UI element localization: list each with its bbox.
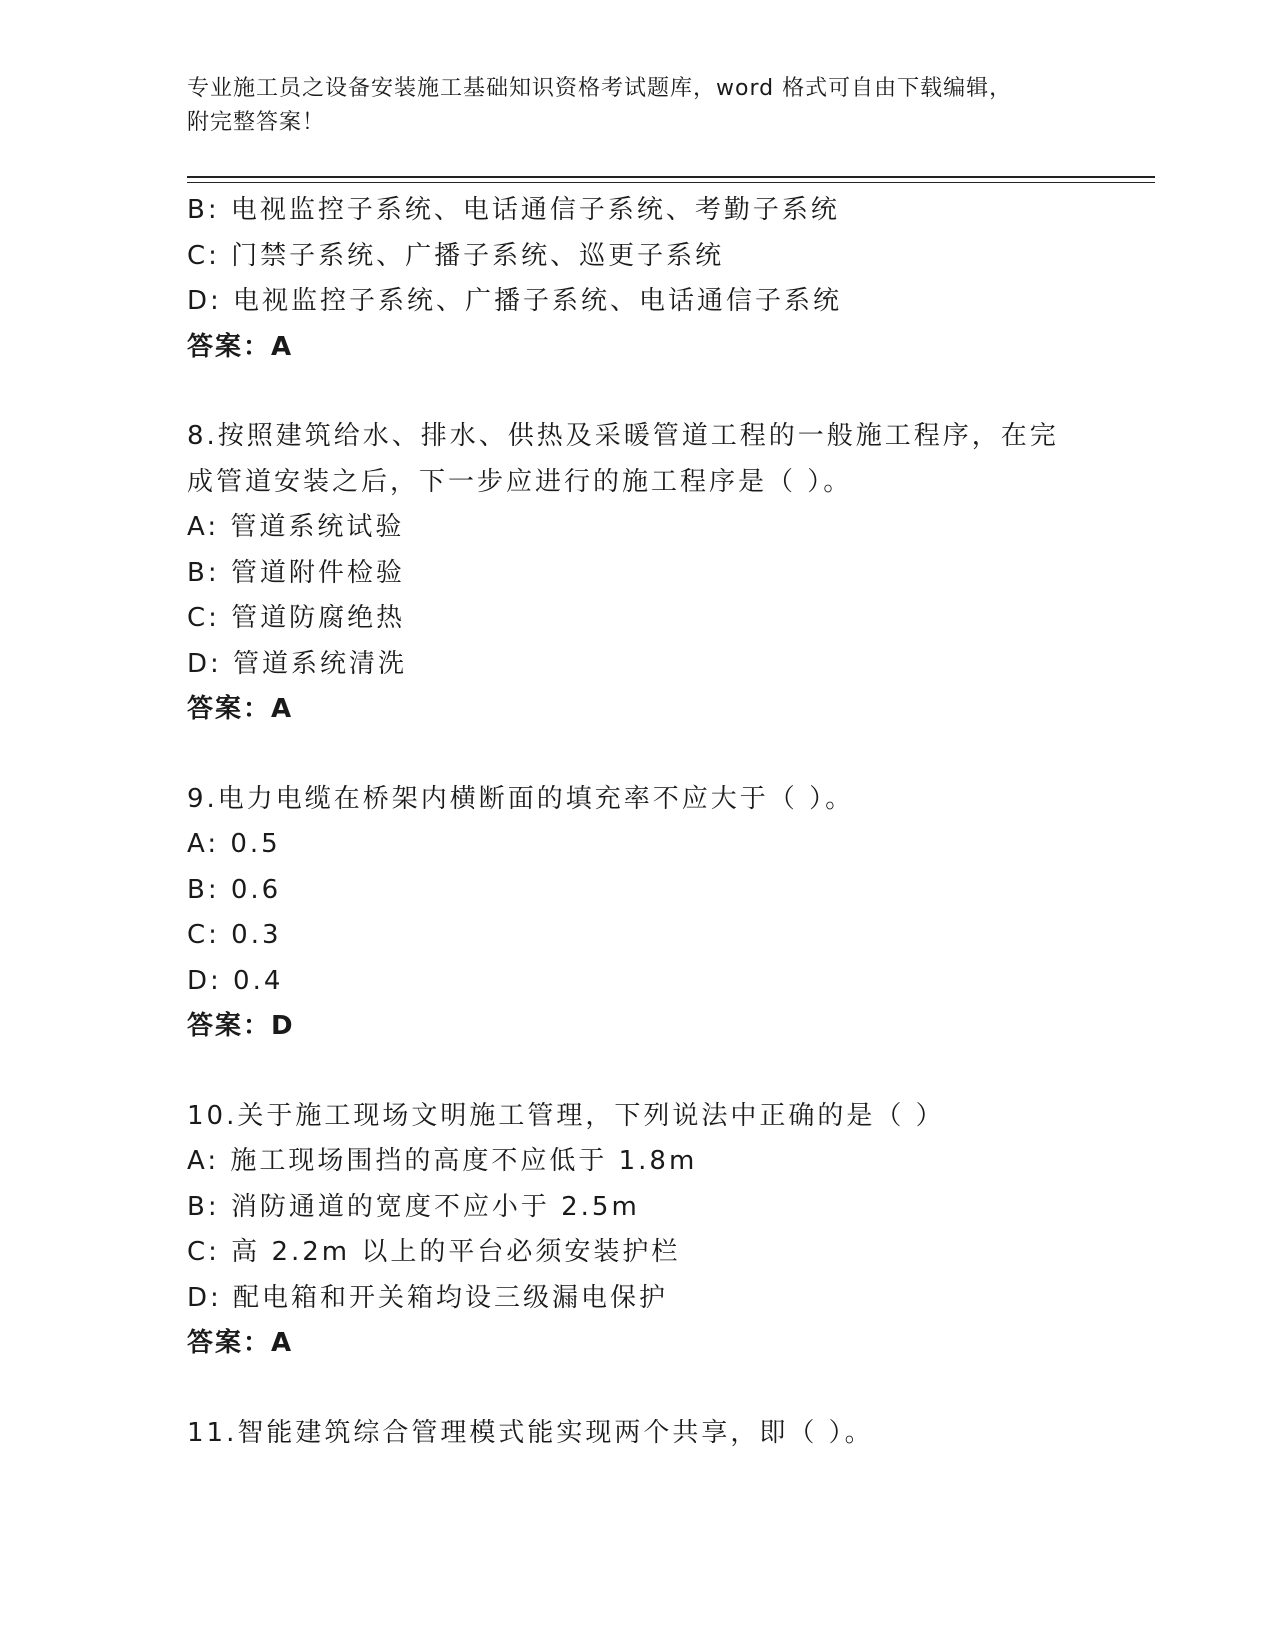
answer-text: 答案：A	[187, 694, 294, 724]
question-stem: 10.关于施工现场文明施工管理，下列说法中正确的是（ ）	[187, 1100, 945, 1131]
answer	[187, 1321, 1087, 1367]
question-content	[187, 188, 1087, 1456]
option-b: B: 电视监控子系统、电话通信子系统、考勤子系统	[187, 195, 840, 225]
option-d: D: 配电箱和开关箱均设三级漏电保护	[187, 1282, 669, 1313]
answer	[187, 1004, 1087, 1050]
option-d: D: 电视监控子系统、广播子系统、电话通信子系统	[187, 286, 843, 316]
answer-text: 答案：D	[187, 1011, 295, 1041]
answer-text: 答案：A	[187, 1328, 294, 1358]
option-d: D: 0.4	[187, 965, 284, 996]
option-b: B: 消防通道的宽度不应小于 2.5m	[187, 1191, 640, 1222]
question-stem-line-2: 成管道安装之后，下一步应进行的施工程序是（ ）。	[187, 466, 853, 497]
header-line-2: 附完整答案！	[187, 110, 326, 135]
spacer	[187, 1050, 1087, 1094]
document-header	[187, 72, 1067, 140]
answer	[187, 687, 1087, 733]
question-stem-line-1: 8.按照建筑给水、排水、供热及采暖管道工程的一般施工程序，在完	[187, 421, 1059, 451]
question-stem: 11.智能建筑综合管理模式能实现两个共享，即（ ）。	[187, 1417, 874, 1448]
header-line-1: 专业施工员之设备安装施工基础知识资格考试题库，word 格式可自由下载编辑，	[187, 76, 1013, 101]
question-8	[187, 414, 1087, 733]
question-9	[187, 777, 1087, 1050]
option-d: D: 管道系统清洗	[187, 648, 408, 679]
option-c: C: 高 2.2m 以上的平台必须安装护栏	[187, 1237, 681, 1267]
answer	[187, 325, 1087, 371]
spacer	[187, 370, 1087, 414]
option-a: A: 0.5	[187, 829, 281, 859]
question-7	[187, 188, 1087, 370]
option-c: C: 门禁子系统、广播子系统、巡更子系统	[187, 240, 725, 271]
answer-text: 答案：A	[187, 331, 294, 362]
header-divider-thick	[187, 176, 1155, 178]
option-b: B: 管道附件检验	[187, 557, 405, 588]
spacer	[187, 1367, 1087, 1411]
question-stem: 9.电力电缆在桥架内横断面的填充率不应大于（ ）。	[187, 783, 855, 814]
option-c: C: 管道防腐绝热	[187, 603, 406, 633]
spacer	[187, 733, 1087, 777]
option-a: A: 管道系统试验	[187, 512, 405, 542]
option-a: A: 施工现场围挡的高度不应低于 1.8m	[187, 1146, 698, 1176]
option-c: C: 0.3	[187, 920, 282, 950]
header-divider-thin	[187, 182, 1155, 183]
question-11	[187, 1411, 1087, 1457]
question-10	[187, 1094, 1087, 1367]
option-b: B: 0.6	[187, 874, 282, 905]
